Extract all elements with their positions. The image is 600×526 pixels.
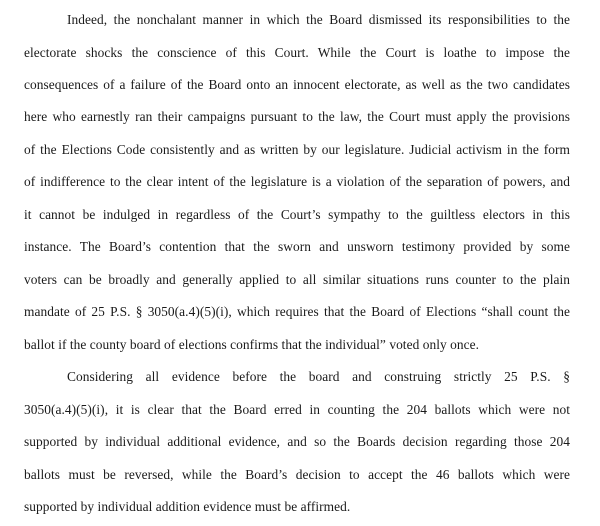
text-line: of indifference to the clear intent of the legislature is a violation of the separation of powers, and — [24, 174, 570, 189]
text-line: electorate shocks the conscience of this Court. While the Court is loathe to impose the — [24, 45, 570, 60]
text-line: 3050(a.4)(5)(i), it is clear that the Board erred in counting the 204 ballots which were not — [24, 402, 570, 417]
text-line: ballots must be reversed, while the Board’s decision to accept the 46 ballots which were — [24, 467, 570, 482]
text-line: ballot if the county board of elections confirms that the individual” voted only once. — [24, 337, 479, 352]
text-line: here who earnestly ran their campaigns pursuant to the law, the Court must apply the provisions — [24, 109, 570, 124]
text-line: it cannot be indulged in regardless of the Court’s sympathy to the guiltless electors in this — [24, 207, 570, 222]
text-line: Indeed, the nonchalant manner in which the Board dismissed its responsibilities to the — [67, 12, 570, 27]
text-line: of the Elections Code consistently and as written by our legislature. Judicial activism in the form — [24, 142, 570, 157]
text-line: voters can be broadly and generally applied to all similar situations runs counter to the plain — [24, 272, 570, 287]
text-line: Considering all evidence before the board and construing strictly 25 P.S. § — [67, 369, 570, 384]
text-line: mandate of 25 P.S. § 3050(a.4)(5)(i), which requires that the Board of Elections “shall count the — [24, 304, 570, 319]
text-line: supported by individual addition evidence must be affirmed. — [24, 499, 351, 514]
text-line: supported by individual additional evidence, and so the Boards decision regarding those 204 — [24, 434, 570, 449]
text-line: consequences of a failure of the Board onto an innocent electorate, as well as the two candidates — [24, 77, 570, 92]
text-line: instance. The Board’s contention that the sworn and unsworn testimony provided by some — [24, 239, 570, 254]
